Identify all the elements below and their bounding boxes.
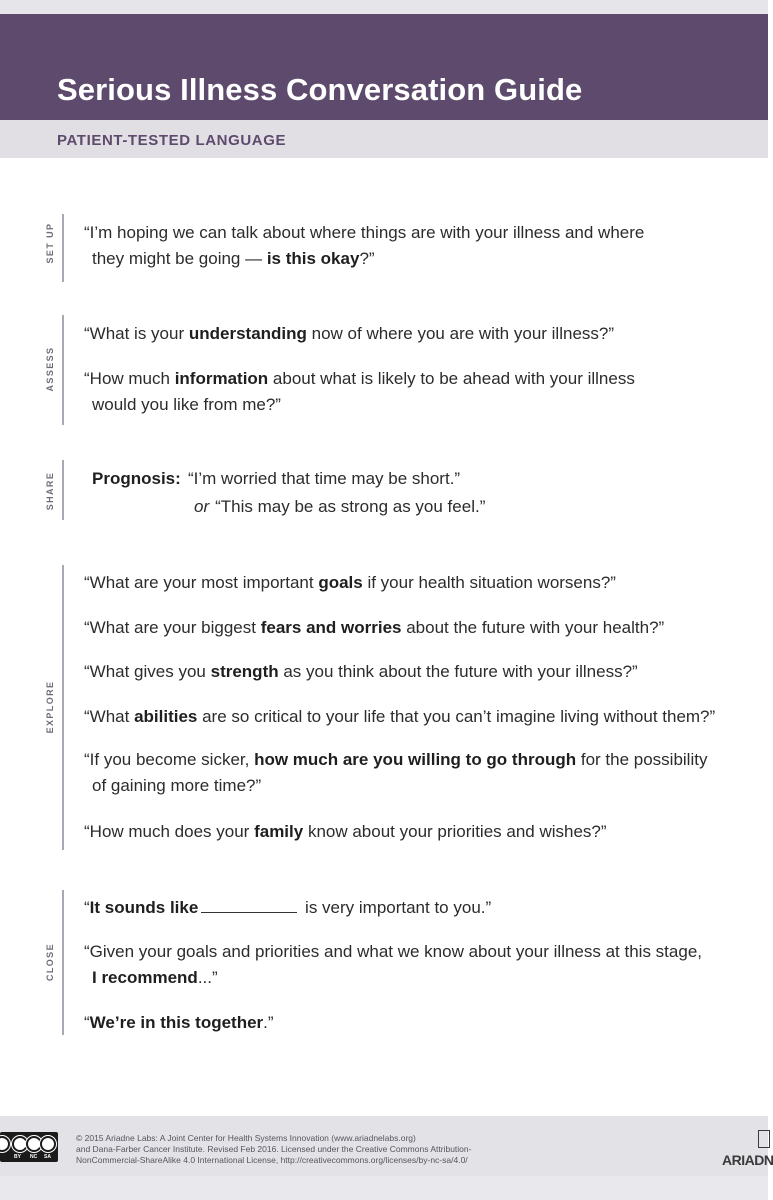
cc-label-by: BY	[14, 1154, 21, 1160]
explore-section-line	[62, 565, 64, 850]
page-title: Serious Illness Conversation Guide	[57, 72, 583, 107]
setup-question-line2: they might be going — is this okay?”	[92, 249, 375, 268]
close-statement-recommend	[84, 939, 768, 991]
fill-in-blank	[201, 897, 297, 913]
cc-label-nc: NC	[30, 1154, 38, 1160]
top-strip	[0, 0, 768, 14]
close-statement-important: “It sounds like is very important to you.”	[84, 898, 492, 917]
assess-question-information-line1: “How much information about what is likely to be ahead with your illness	[84, 369, 635, 388]
close-statement-together: “We’re in this together.”	[84, 1013, 274, 1032]
footer-line-1: © 2015 Ariadne Labs: A Joint Center for Health Systems Innovation (www.ariadnelabs.org)	[76, 1133, 416, 1143]
prognosis-or: or	[194, 497, 210, 516]
setup-question-emphasis: is this okay	[266, 249, 360, 268]
explore-question-goals: “What are your most important goals if your health situation worsens?”	[84, 573, 616, 592]
cc-label-sa: SA	[44, 1154, 51, 1160]
setup-question	[84, 220, 768, 272]
close-section-label: CLOSE	[45, 943, 55, 982]
prognosis-label: Prognosis:	[92, 469, 181, 488]
explore-question-fears: “What are your biggest fears and worries about the future with your health?”	[84, 618, 665, 637]
explore-question-tradeoffs-line1: “If you become sicker, how much are you willing to go through for the possibility	[84, 750, 708, 769]
explore-question-tradeoffs	[84, 747, 768, 799]
footer-line-2: and Dana-Farber Cancer Institute. Revised Feb 2016. Licensed under the Creative Commons Attribution-	[76, 1144, 472, 1154]
sharealike-icon	[40, 1136, 56, 1152]
share-section-line	[62, 460, 64, 520]
ariadne-logo-icon	[758, 1130, 770, 1148]
page-subtitle: PATIENT-TESTED LANGUAGE	[57, 132, 287, 149]
assess-question-information	[84, 366, 768, 418]
bottom-strip	[0, 1176, 768, 1200]
prognosis-statement-strong: “This may be as strong as you feel.”	[215, 497, 486, 516]
assess-question-understanding: “What is your understanding now of where you are with your illness?”	[84, 324, 615, 343]
explore-section-label: EXPLORE	[45, 680, 55, 734]
prognosis-statement-short: “I’m worried that time may be short.”	[188, 469, 461, 488]
footer-copyright	[76, 1133, 596, 1166]
assess-section-line	[62, 315, 64, 425]
cc-icon	[0, 1136, 10, 1152]
setup-section-line	[62, 214, 64, 282]
footer-line-3: NonCommercial-ShareAlike 4.0 International License, http://creativecommons.org/licenses/by-nc-sa/4.0/	[76, 1155, 468, 1165]
close-section-line	[62, 890, 64, 1035]
share-section-label: SHARE	[45, 471, 55, 511]
close-statement-recommend-line2: I recommend...”	[92, 968, 218, 987]
close-statement-recommend-line1: “Given your goals and priorities and what we know about your illness at this stage,	[84, 942, 702, 961]
setup-section-label: SET UP	[45, 222, 55, 264]
ariadne-logo-text: ARIADN	[722, 1152, 773, 1168]
explore-question-strength: “What gives you strength as you think about the future with your illness?”	[84, 662, 638, 681]
prognosis-alternative	[194, 497, 485, 517]
setup-question-line1: “I’m hoping we can talk about where things are with your illness and where	[84, 223, 645, 242]
explore-question-family: “How much does your family know about your priorities and wishes?”	[84, 822, 607, 841]
assess-section-label: ASSESS	[45, 346, 55, 392]
assess-question-information-line2: would you like from me?”	[92, 395, 281, 414]
explore-question-abilities: “What abilities are so critical to your life that you can’t imagine living without them?”	[84, 707, 716, 726]
explore-question-tradeoffs-line2: of gaining more time?”	[92, 776, 262, 795]
creative-commons-license-icon	[0, 1132, 58, 1162]
